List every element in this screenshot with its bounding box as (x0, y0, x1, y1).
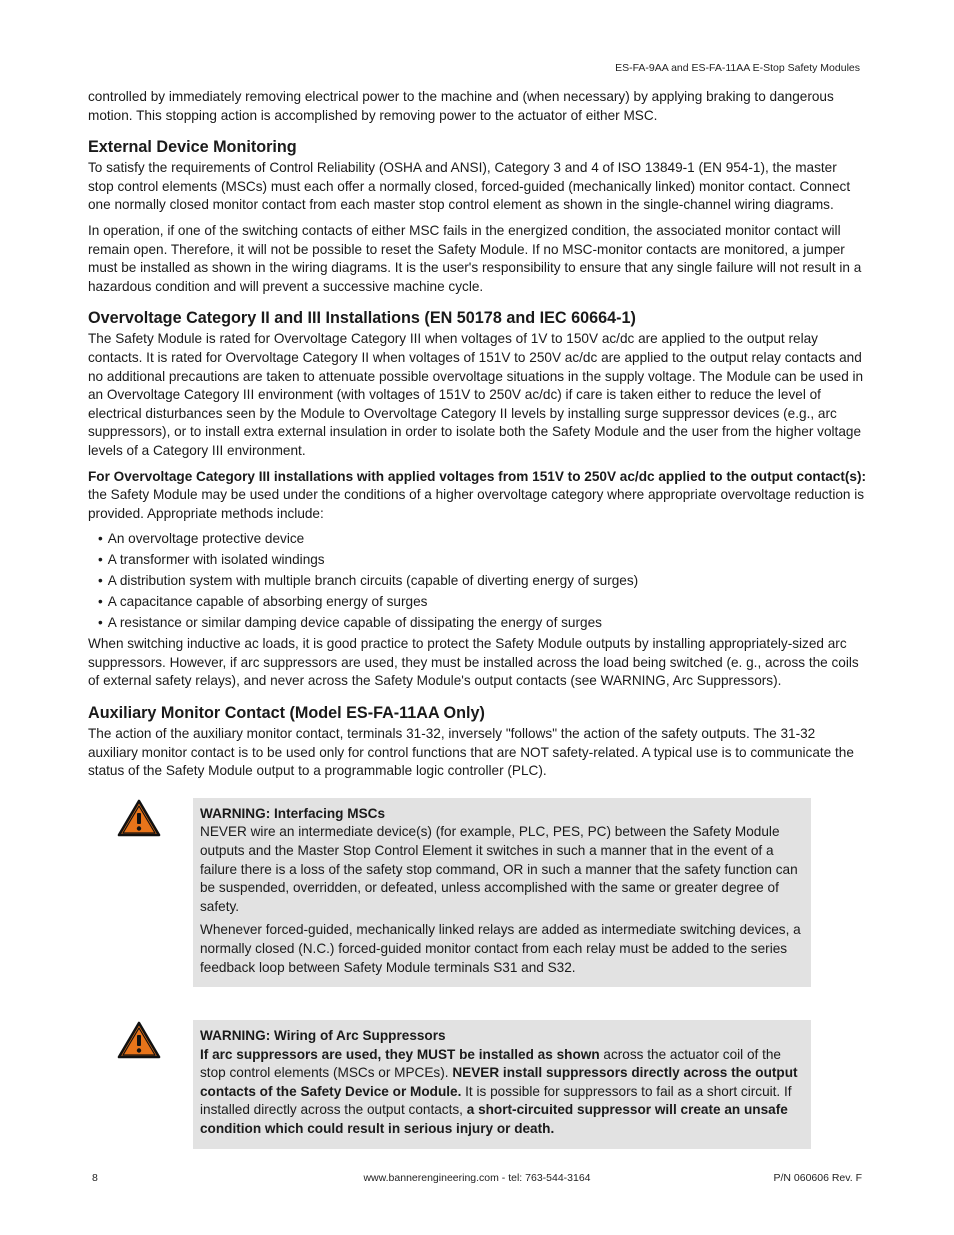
list-item: • A capacitance capable of absorbing energy of surges (98, 593, 866, 612)
page-content (88, 88, 866, 1149)
list-item: • An overvoltage protective device (98, 530, 866, 549)
warning-text: It is possible for suppressors to fail as a short circuit. If installed directly across the output contacts, (200, 1083, 792, 1118)
overvoltage-paragraph-3: When switching inductive ac loads, it is good practice to protect the Safety Module outputs by installing appropriately-sized arc suppressors. However, if arc suppressors are used, they must be installed across the load being switched (e. g., across the coils of external safety relays), and never across the Safety Module's output contacts (see WARNING, Arc Suppressors). (88, 636, 859, 689)
warning-box (193, 1020, 811, 1149)
edm-paragraph-1: To satisfy the requirements of Control Reliability (OSHA and ANSI), Category 3 and 4 of ISO 13849-1 (EN 954-1), the master stop control elements (MSCs) must each offer a normally closed, forced-guided (mechanically linked) monitor contact. Connect one normally closed monitor contact from each master stop control element as shown in the single-channel wiring diagrams. (88, 160, 851, 213)
section-heading-aux: Auxiliary Monitor Contact (Model ES-FA-11AA Only) (88, 703, 485, 722)
warning-bold-text: NEVER install suppressors directly across the output contacts of the Safety Device or Module. (200, 1065, 798, 1099)
list-item: • A transformer with isolated windings (98, 551, 866, 570)
warning-title: WARNING: Interfacing MSCs (200, 805, 386, 821)
warning-box (193, 798, 811, 987)
footer-contact: www.bannerengineering.com - tel: 763-544-3164 (363, 1172, 591, 1184)
warning-text: Whenever forced-guided, mechanically linked relays are added as intermediate switching devices, a normally closed (N.C.) forced-guided monitor contact from each relay must be added to the series feedback loop between Safety Module terminals S31 and S32. (200, 922, 801, 975)
warning-triangle-icon (116, 1020, 162, 1060)
list-item: • A distribution system with multiple branch circuits (capable of diverting energy of surges) (98, 572, 866, 591)
page-number: 8 (92, 1172, 98, 1184)
warning-bold-text: If arc suppressors are used, they MUST be installed as shown (200, 1046, 600, 1062)
section-heading-edm: External Device Monitoring (88, 138, 297, 157)
warning-arc-suppressors (88, 1020, 866, 1149)
methods-list (88, 530, 866, 633)
warning-triangle-icon (116, 798, 162, 838)
overvoltage-paragraph-1: The Safety Module is rated for Overvoltage Category III when voltages of 1V to 150V ac/dc are applied to the output relay contacts. It is rated for Overvoltage Category II when voltages of 151V to 250V ac/dc are applied to the output relay contacts and no additional precautions are taken to attenuate possible overvoltage situations in the supply voltage. The Module can be used in an Overvoltage Category III environment (with voltages of 151V to 250V ac/dc) if care is taken either to reduce the level of electrical disturbances seen by the Module to Overvoltage Category II levels by installing surge suppressor devices (e.g., arc suppressors), or to install extra external insulation in order to isolate both the Safety Module and the user from the higher voltage levels of a Category III environment. (88, 331, 864, 458)
warning-text: NEVER wire an intermediate device(s) (for example, PLC, PES, PC) between the Safety Module outputs and the Master Stop Control Element it switches in such a manner that in the event of a failure there is a loss of the safety stop command, OR in such a manner that the safety function can be suspended, overridden, or defeated, unless accomplished with the same or greater degree of safety. (200, 824, 798, 914)
list-item: • A resistance or similar damping device capable of dissipating the energy of surges (98, 614, 866, 633)
overvoltage-p2-text: the Safety Module may be used under the conditions of a higher overvoltage category where appropriate overvoltage reduction is provided. Appropriate methods include: (88, 487, 865, 521)
warning-text: across the actuator coil of the stop control elements (MSCs or MPCEs). (200, 1046, 781, 1081)
aux-paragraph: The action of the auxiliary monitor contact, terminals 31-32, inversely "follows" the action of the safety outputs. The 31-32 auxiliary monitor contact is to be used only for control functions that are NOT safety-related. A typical use is to communicate the status of the Safety Module output to a programmable logic controller (PLC). (88, 725, 854, 779)
section-heading-overvoltage: Overvoltage Category II and III Installations (EN 50178 and IEC 60664-1) (88, 309, 636, 328)
overvoltage-bold-lead: For Overvoltage Category III installations with applied voltages from 151V to 250V ac/dc applied to the output contact(s): (88, 468, 867, 484)
warning-bold-text: a short-circuited suppressor will create an unsafe condition which could result in serious injury or death. (200, 1102, 788, 1137)
warning-title: WARNING: Wiring of Arc Suppressors (200, 1028, 446, 1044)
warning-interfacing-mscs (88, 798, 866, 987)
edm-paragraph-2: In operation, if one of the switching contacts of either MSC fails in the energized condition, the associated monitor contact will remain open. Therefore, it will not be possible to reset the Safety Module. If no MSC-monitor contacts are monitored, a jumper must be installed as shown in the wiring diagrams. It is the user's responsibility to ensure that any single failure will not result in a hazardous condition and will prevent a successive machine cycle. (88, 222, 862, 294)
part-number: P/N 060606 Rev. F (773, 1172, 862, 1184)
overvoltage-paragraph-2 (88, 468, 866, 524)
running-header: ES-FA-9AA and ES-FA-11AA E-Stop Safety Modules (615, 62, 860, 74)
intro-paragraph: controlled by immediately removing electrical power to the machine and (when necessary) by applying braking to dangerous motion. This stopping action is accomplished by removing power to the actuator of either MSC. (88, 89, 834, 123)
